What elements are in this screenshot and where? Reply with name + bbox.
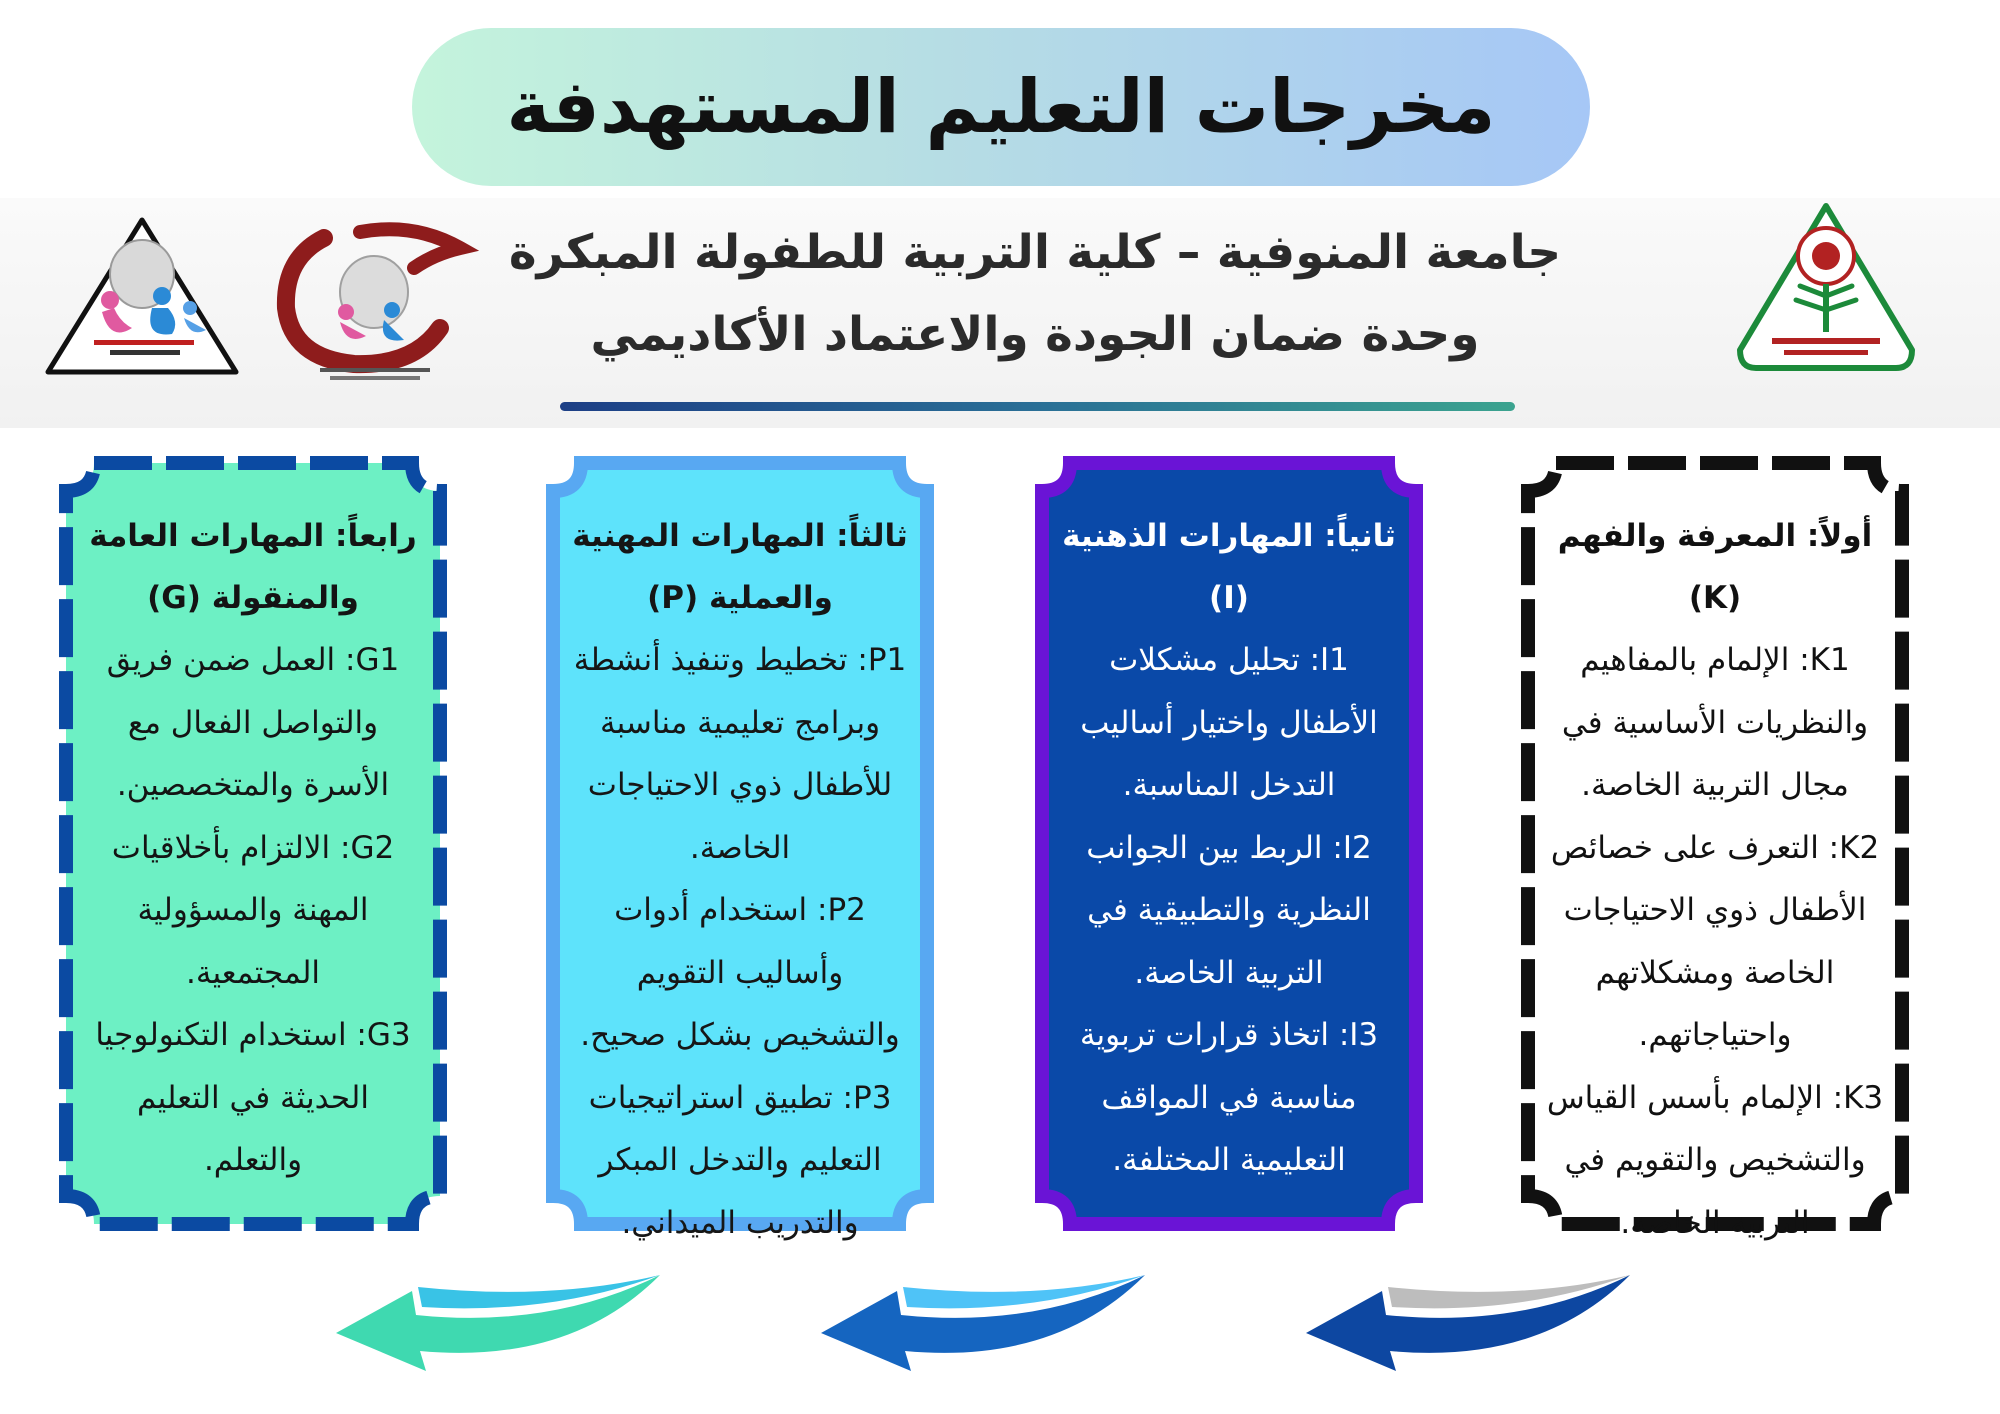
- card-general: [58, 455, 448, 1232]
- header-text: [470, 212, 1600, 376]
- card-item-k1: K1: الإلمام بالمفاهيم والنظريات الأساسية في مجال التربية الخاصة.: [1561, 642, 1869, 803]
- header-line-university: جامعة المنوفية – كلية التربية للطفولة المبكرة: [508, 225, 1562, 280]
- curved-arrow-left-icon: [330, 1255, 670, 1375]
- header-divider: [560, 402, 1515, 411]
- card-item-g2: G2: الالتزام بأخلاقيات المهنة والمسؤولية المجتمعية.: [111, 829, 395, 991]
- page-title: مخرجات التعليم المستهدفة: [506, 64, 1496, 150]
- card-item-k2: K2: التعرف على خصائص الأطفال ذوي الاحتياجات الخاصة ومشكلاتهم واحتياجاتهم.: [1550, 829, 1880, 1053]
- quality-unit-logo-icon: [264, 218, 484, 386]
- card-item-i2: I2: الربط بين الجوانب النظرية والتطبيقية في التربية الخاصة.: [1086, 829, 1372, 991]
- card-item-i1: I1: تحليل مشكلات الأطفال واختيار أساليب التدخل المناسبة.: [1080, 642, 1378, 803]
- header-line-unit: وحدة ضمان الجودة والاعتماد الأكاديمي: [590, 307, 1480, 362]
- university-logo-icon: [1736, 200, 1916, 378]
- card-item-k3: K3: الإلمام بأسس القياس والتشخيص والتقويم في التربية الخاصة.: [1546, 1079, 1884, 1241]
- card-knowledge: [1520, 455, 1910, 1241]
- card-item-i3: I3: اتخاذ قرارات تربوية مناسبة في المواقف التعليمية المختلفة.: [1079, 1017, 1379, 1178]
- card-heading: ثانياً: المهارات الذهنية (I): [1062, 518, 1396, 616]
- card-item-p1: P1: تخطيط وتنفيذ أنشطة وبرامج تعليمية مناسبة للأطفال ذوي الاحتياجات الخاصة.: [573, 642, 907, 866]
- card-professional: [545, 455, 935, 1241]
- card-intellectual: [1034, 455, 1424, 1232]
- card-item-g3: G3: استخدام التكنولوجيا الحديثة في التعليم والتعلم.: [95, 1017, 411, 1178]
- title-banner: [412, 28, 1590, 186]
- curved-arrow-left-icon: [815, 1255, 1155, 1375]
- faculty-logo-icon: [40, 212, 245, 382]
- card-item-g1: G1: العمل ضمن فريق والتواصل الفعال مع الأسرة والمتخصصين.: [106, 642, 400, 803]
- card-item-p3: P3: تطبيق استراتيجيات التعليم والتدخل المبكر والتدريب الميداني.: [588, 1079, 892, 1241]
- card-heading: رابعاً: المهارات العامة والمنقولة (G): [89, 518, 417, 616]
- card-item-p2: P2: استخدام أدوات وأساليب التقويم والتشخيص بشكل صحيح.: [580, 892, 900, 1053]
- curved-arrow-left-icon: [1300, 1255, 1640, 1375]
- card-heading: ثالثاً: المهارات المهنية والعملية (P): [572, 518, 908, 616]
- card-heading: أولاً: المعرفة والفهم (K): [1557, 518, 1873, 616]
